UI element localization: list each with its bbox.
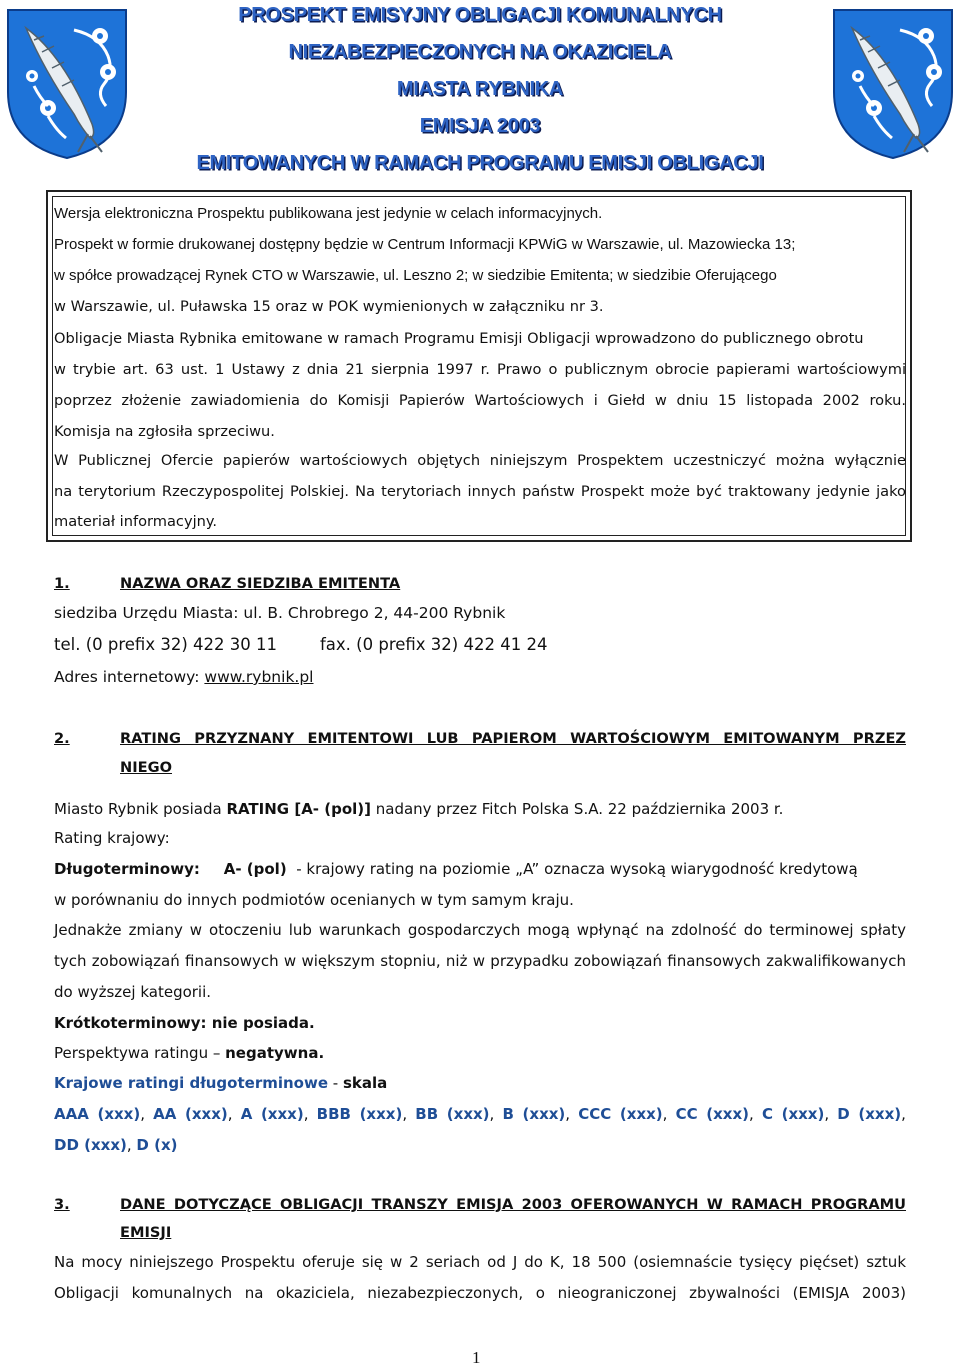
title-line-4: EMISJA 2003 bbox=[419, 115, 541, 137]
paragraph-line: w porównaniu do innych podmiotów ocenianych w tym samym kraju. bbox=[54, 891, 574, 909]
scale-heading: Krajowe ratingi długoterminowe - skala bbox=[54, 1074, 388, 1092]
website-link[interactable]: www.rybnik.pl bbox=[204, 668, 314, 686]
issuer-fax: fax. (0 prefix 32) 422 41 24 bbox=[320, 635, 548, 654]
rating-scale-item: CC (xxx) bbox=[675, 1105, 749, 1123]
notice-line: w spółce prowadzącej Rynek CTO w Warszawie, ul. Leszno 2; w siedzibie Emitenta; w siedzibie Oferującego bbox=[54, 267, 777, 284]
rating-scale-line-1: AAA (xxx), AA (xxx), A (xxx), BBB (xxx), BB (xxx), B (xxx), CCC (xxx), CC (xxx), C (xxx), D (xxx), bbox=[54, 1105, 906, 1123]
paragraph-line: Na mocy niniejszego Prospektu oferuje się w 2 seriach od J do K, 18 500 (osiemnaście tysięcy pięćset) sztuk bbox=[54, 1253, 906, 1271]
rating-scale-item: AAA (xxx) bbox=[54, 1105, 141, 1123]
paragraph-line: tych zobowiązań finansowych w większym stopniu, niż w przypadku zobowiązań finansowych zakwalifikowanych bbox=[54, 952, 906, 970]
notice-line: W Publicznej Ofercie papierów wartościowych objętych niniejszym Prospektem uczestniczyć można wyłącznie bbox=[54, 452, 906, 469]
rating-statement: Miasto Rybnik posiada RATING [A- (pol)] nadany przez Fitch Polska S.A. 22 października 2003 r. bbox=[54, 800, 784, 818]
title-line-3: MIASTA RYBNIKA bbox=[396, 78, 564, 100]
section-2-number: 2. bbox=[54, 730, 70, 747]
page-number: 1 bbox=[472, 1348, 481, 1367]
paragraph-line: Jednakże zmiany w otoczeniu lub warunkach gospodarczych mogą wpłynąć na zdolność do terminowej spłaty bbox=[54, 921, 906, 939]
issuer-phone: tel. (0 prefix 32) 422 30 11 bbox=[54, 635, 277, 654]
rating-scale-item: BBB (xxx) bbox=[316, 1105, 403, 1123]
section-2-title-cont: NIEGO bbox=[120, 759, 172, 776]
section-1-number: 1. bbox=[54, 575, 70, 592]
rating-scale-item: BB (xxx) bbox=[415, 1105, 490, 1123]
paragraph-line: Obligacji komunalnych na okaziciela, niezabezpieczonych, o nieograniczonej zbywalności (EMISJA 2003) bbox=[54, 1284, 906, 1302]
issuer-website: Adres internetowy: www.rybnik.pl bbox=[54, 668, 314, 686]
rating-scale-item: D (xxx) bbox=[837, 1105, 902, 1123]
rating-national-label: Rating krajowy: bbox=[54, 829, 170, 847]
section-1-title: NAZWA ORAZ SIEDZIBA EMITENTA bbox=[120, 575, 401, 592]
rating-scale-line-2: DD (xxx), D (x) bbox=[54, 1136, 178, 1154]
rating-scale-item: DD (xxx) bbox=[54, 1136, 127, 1154]
rating-long-term: Długoterminowy: A- (pol) - krajowy rating na poziomie „A” oznacza wysoką wiarygodność kredytową bbox=[54, 860, 858, 878]
paragraph-line: do wyższej kategorii. bbox=[54, 983, 212, 1001]
rating-scale-item: C (xxx) bbox=[761, 1105, 825, 1123]
notice-line: Komisja na zgłosiła sprzeciwu. bbox=[54, 423, 275, 440]
notice-line: Prospekt w formie drukowanej dostępny będzie w Centrum Informacji KPWiG w Warszawie, ul. Mazowiecka 13; bbox=[54, 236, 796, 253]
notice-line: w trybie art. 63 ust. 1 Ustawy z dnia 21 sierpnia 1997 r. Prawo o publicznym obrocie papierami wartościowymi bbox=[54, 361, 906, 378]
section-3-title: DANE DOTYCZĄCE OBLIGACJI TRANSZY EMISJA 2003 OFEROWANYCH W RAMACH PROGRAMU bbox=[120, 1196, 906, 1213]
issuer-address: siedziba Urzędu Miasta: ul. B. Chrobrego 2, 44-200 Rybnik bbox=[54, 604, 506, 622]
notice-line: materiał informacyjny. bbox=[54, 513, 218, 530]
title-line-2: NIEZABEZPIECZONYCH NA OKAZICIELA bbox=[288, 41, 672, 63]
rybnik-coat-of-arms-right bbox=[830, 6, 956, 162]
notice-line: poprzez złożenie zawiadomienia do Komisji Papierów Wartościowych i Giełd w dniu 15 listopada 2002 roku. bbox=[54, 392, 906, 409]
notice-line: w Warszawie, ul. Puławska 15 oraz w POK wymienionych w załączniku nr 3. bbox=[54, 298, 604, 315]
rating-scale-item: AA (xxx) bbox=[153, 1105, 228, 1123]
section-3-title-cont: EMISJI bbox=[120, 1224, 172, 1241]
title-line-5: EMITOWANYCH W RAMACH PROGRAMU EMISJI OBLIGACJI bbox=[196, 152, 764, 174]
title-line-1: PROSPEKT EMISYJNY OBLIGACJI KOMUNALNYCH bbox=[238, 4, 722, 26]
rating-scale-item: A (xxx) bbox=[240, 1105, 304, 1123]
notice-line: na terytorium Rzeczypospolitej Polskiej. Na terytoriach innych państw Prospekt może być traktowany jedynie jako bbox=[54, 483, 906, 500]
notice-line: Wersja elektroniczna Prospektu publikowana jest jedynie w celach informacyjnych. bbox=[54, 205, 603, 222]
section-3-number: 3. bbox=[54, 1196, 70, 1213]
rating-scale-item: CCC (xxx) bbox=[578, 1105, 663, 1123]
rating-outlook: Perspektywa ratingu – negatywna. bbox=[54, 1044, 325, 1062]
rybnik-coat-of-arms-left bbox=[4, 6, 130, 162]
section-2-title: RATING PRZYZNANY EMITENTOWI LUB PAPIEROM WARTOŚCIOWYM EMITOWANYM PRZEZ bbox=[120, 730, 906, 747]
rating-scale-item: B (xxx) bbox=[502, 1105, 566, 1123]
rating-scale-item: D (x) bbox=[136, 1136, 178, 1154]
notice-line: Obligacje Miasta Rybnika emitowane w ramach Programu Emisji Obligacji wprowadzono do publicznego obrotu bbox=[54, 330, 864, 347]
rating-short-term: Krótkoterminowy: nie posiada. bbox=[54, 1014, 315, 1032]
